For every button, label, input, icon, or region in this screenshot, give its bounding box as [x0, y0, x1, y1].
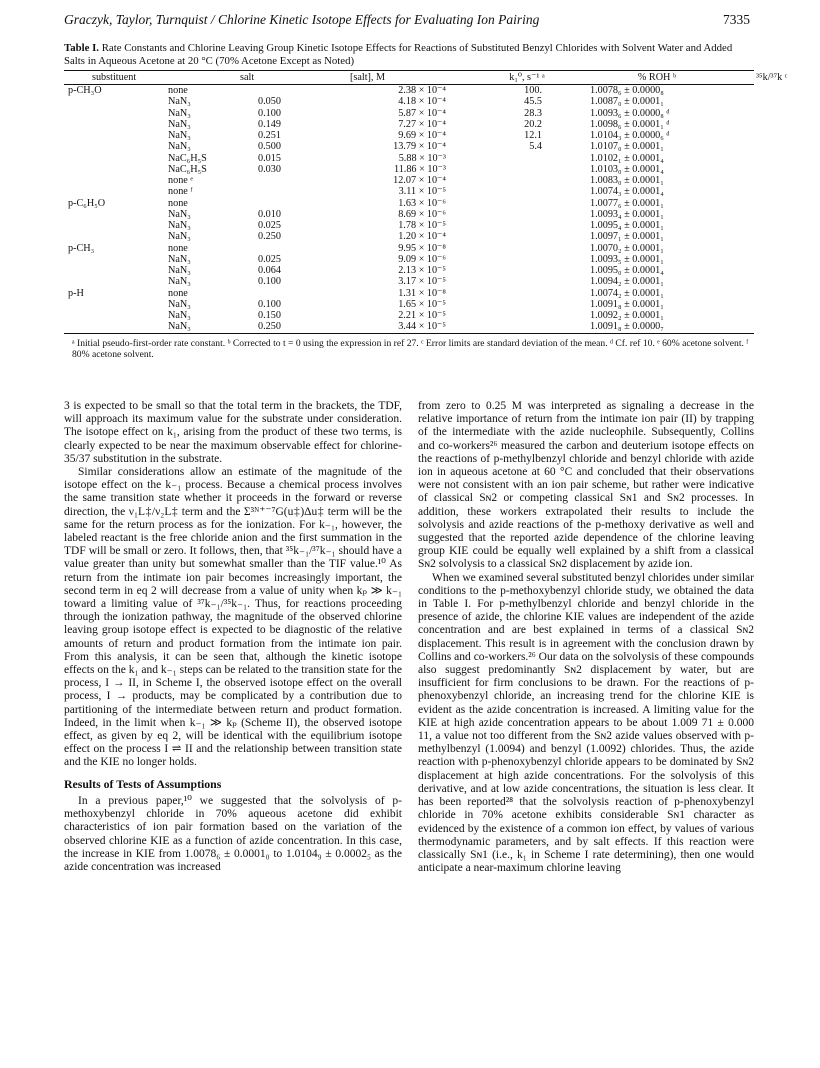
table-row: [64, 231, 754, 242]
table-cell: [448, 265, 556, 276]
table-cell: NaN₃: [168, 265, 191, 276]
table-cell: 2.21 × 10⁻⁵: [398, 310, 446, 321]
table-cell: NaN₃: [168, 208, 191, 220]
table-cell: [64, 108, 156, 119]
table-cell: 0.251: [258, 130, 281, 141]
table-cell: [64, 186, 156, 197]
table-row: [64, 265, 754, 276]
table-cell: [64, 96, 156, 107]
header-cell: k₁⁰, s⁻¹ ᵃ: [509, 72, 545, 83]
table-cell: 0.500: [258, 141, 281, 153]
table-cell: 13.79 × 10⁻⁴: [393, 141, 446, 153]
table-cell: [448, 254, 556, 265]
table-row: [64, 164, 754, 175]
table-cell: 1.31 × 10⁻⁸: [398, 287, 446, 299]
table-row: [64, 209, 754, 220]
table-cell: NaN₃: [168, 220, 191, 231]
table-cell: [64, 119, 156, 130]
left-text-column: [64, 400, 402, 874]
table-row: [64, 299, 754, 310]
table-cell: 1.0083₀ ± 0.0001₁: [590, 175, 664, 186]
data-table: [64, 70, 788, 361]
table-row: [64, 220, 754, 231]
page-number: 7335: [723, 12, 750, 27]
table-cell: [448, 288, 556, 299]
table-cell: 1.0092₂ ± 0.0001₁: [590, 310, 664, 321]
table-cell: 0.064: [258, 265, 281, 276]
table-row: [64, 276, 754, 287]
table-row: [64, 186, 754, 197]
table-cell: 1.0094₂ ± 0.0001₁: [590, 276, 664, 288]
table-cell: 12.07 × 10⁻⁴: [393, 175, 446, 186]
table-cell: NaN₃: [168, 130, 191, 141]
table-cell: NaN₃: [168, 118, 191, 130]
table-cell: [64, 209, 156, 220]
table-cell: p-CH₃: [68, 242, 95, 254]
table-cell: p-CH₃O: [68, 85, 102, 96]
table-cell: 1.0095₀ ± 0.0001₄: [590, 265, 664, 276]
table-cell: 0.250: [258, 321, 281, 333]
table-cell: 100.: [524, 85, 542, 96]
table-cell: [64, 254, 156, 265]
table-cell: 0.149: [258, 118, 281, 130]
table-cell: 12.1: [524, 130, 542, 141]
header-cell: salt: [240, 72, 255, 83]
table-cell: [448, 175, 556, 186]
table-cell: 1.0102₁ ± 0.0001₄: [590, 152, 664, 164]
table-cell: none ᵉ: [168, 175, 193, 186]
table-cell: NaN₃: [168, 276, 191, 288]
table-cell: 0.010: [258, 208, 281, 220]
table-cell: [448, 231, 556, 242]
table-cell: [258, 243, 344, 254]
table-cell: [64, 220, 156, 231]
table-cell: 1.63 × 10⁻⁶: [398, 197, 446, 209]
table-cell: 1.0093₄ ± 0.0001₁: [590, 208, 664, 220]
table-cell: NaN₃: [168, 141, 191, 153]
table-cell: 0.100: [258, 107, 281, 119]
table-cell: 1.0074₃ ± 0.0001₄: [590, 186, 664, 198]
table-cell: [64, 175, 156, 186]
table-cell: [258, 288, 344, 299]
table-cell: p-H: [68, 287, 84, 299]
table-cell: NaN₃: [168, 298, 191, 310]
paragraph: When we examined several substituted benzyl chlorides under similar conditions to the p-methoxybenzyl chloride study, we obtained the data in Table I. For p-methylbenzyl chloride and benzyl chloride in the presence of azide, the chlorine KIE values are independent of the azide concentration and are best explained in terms of a classical Sɴ2 displacement. This result is in agreement with the conclusion drawn by Collins and co-workers.²⁶ Our data on the solvolysis of these compounds also suggest predominantly Sɴ2 displacement by water, but are insufficient for firm conclusions to be drawn. For the reactions of p-phenoxybenzyl chloride, an increasing trend for the chlorine KIE is evident as the azide concentration is increased. A limiting value for the KIE at high azide concentration appears to be about 1.009 71 ± 0.000 11, a value not too different from the Sɴ2 azide values observed with p-methylbenzyl (1.0094) and benzyl (1.0092) chlorides. Thus, the azide reaction with p-phenoxybenzyl chloride appears to be dominated by Sɴ2 displacement at high azide concentrations. For the solvolysis of this derivative, and at low azide concentrations, the situation is less clear. It has been reported²⁸ that the solvolysis reaction of p-phenoxybenzyl chloride in 70% acetone exhibits considerable Sɴ1 character as evidenced by the existence of a common ion effect, by values of various thermodynamic parameters, and by salt effects. If this reaction were classically Sɴ1 (i.e., k₁ in Scheme I rate determining), then one would anticipate a near-maximum chlorine leaving: [418, 571, 754, 875]
table-cell: [64, 321, 156, 332]
table-row: [64, 130, 754, 141]
table-row: [64, 198, 754, 209]
table-header-row: [64, 71, 754, 84]
table-cell: NaC₆H₅S: [168, 163, 207, 175]
table-footnotes: ᵃ Initial pseudo-first-order rate constant. ᵇ Corrected to t = 0 using the expression in ref 27. ᶜ Error limits are standard deviation of the mean. ᵈ Cf. ref 10. ᵉ 60% acetone solvent. ᶠ 80% acetone solvent.: [72, 337, 749, 360]
table-cell: 0.025: [258, 253, 281, 265]
header-cell: % ROH ᵇ: [637, 72, 677, 83]
paragraph: 3 is expected to be small so that the total term in the brackets, the TDF, will approach its maximum value for the substrate under consideration. The isotope effect on k₁, arising from the product of these two terms, is clearly expected to be near the maximum observable effect for chlorine-35/37 substitution in the substrate.: [64, 400, 402, 465]
table-cell: NaC₆H₅S: [168, 152, 207, 164]
table-cell: [448, 186, 556, 197]
section-heading: Results of Tests of Assumptions: [64, 776, 222, 791]
running-header: [64, 12, 750, 30]
table-cell: 1.0103₀ ± 0.0001₄: [590, 163, 664, 175]
table-cell: NaN₃: [168, 253, 191, 265]
table-row: [64, 254, 754, 265]
table-cell: 3.44 × 10⁻⁵: [398, 321, 446, 333]
table-cell: 3.17 × 10⁻⁵: [398, 276, 446, 288]
table-cell: 4.18 × 10⁻⁴: [398, 96, 446, 108]
table-cell: 1.0095₄ ± 0.0001₁: [590, 220, 664, 231]
table-row: [64, 108, 754, 119]
table-caption-label: Table I.: [64, 42, 100, 54]
table-cell: 1.0074₂ ± 0.0001₁: [590, 287, 664, 299]
right-text-column: [418, 400, 754, 875]
table-cell: [258, 186, 344, 197]
table-cell: [64, 276, 156, 287]
table-cell: [448, 276, 556, 287]
header-cell: ³⁵k/³⁷k ᶜ: [756, 72, 788, 83]
table-cell: [448, 243, 556, 254]
paragraph: Similar considerations allow an estimate of the magnitude of the isotope effect on the k₋₁ process. Because a chemical process involves the same transition state whether it proceeds in the forward or reverse direction, the ν₁L‡/ν₂L‡ term and the Σ³ᴺ⁺⁻⁷G(u‡)Δu‡ term will be the same for the return process as for the ionization. For k₋₁, however, the labeled reactant is the free chloride anion and the first summation in the TDF will be small or zero. It follows, then, that ³⁵k₋₁/³⁷k₋₁ should have a value greater than unity but somewhat smaller than the TIF value.¹⁰ As return from the intimate ion pair becomes increasingly important, the second term in eq 2 will decrease from a value of unity when kₚ ≫ k₋₁ toward a limiting value of ³⁷k₋₁/³⁵k₋₁. Thus, for reactions proceeding through the ionization pathway, the magnitude of the observed chlorine leaving group isotope effect is expected to be diagnostic of the relative amounts of return and product formation from the intimate ion pair. From this analysis, it can be seen that, although the kinetic isotope effects on the k₁ and k₋₁ steps can be related to the transition state for the process, I → II, in Scheme I, the observed isotope effect on the overall process, I → products, may be complicated by a contribution due to partitioning of the intermediate between return and product formation. Indeed, in the limit when k₋₁ ≫ kₚ (Scheme II), the observed isotope effect, as given by eq 2, will be identical with the equilibrium isotope effect on the process I ⇌ II and the relationship between transition state and the KIE no longer holds.: [64, 466, 402, 769]
table-cell: 1.0091₈ ± 0.0000₇: [590, 321, 664, 333]
table-cell: 45.5: [524, 96, 542, 108]
table-row: [64, 85, 754, 96]
table-cell: [258, 198, 344, 209]
table-cell: 20.2: [524, 118, 542, 130]
table-cell: 1.0093₅ ± 0.0001₁: [590, 253, 664, 265]
table-cell: 1.20 × 10⁻⁴: [398, 231, 446, 243]
table-cell: [448, 198, 556, 209]
table-row: [64, 153, 754, 164]
running-title: Graczyk, Taylor, Turnquist / Chlorine Kinetic Isotope Effects for Evaluating Ion Pairing: [64, 12, 540, 27]
table-cell: [64, 153, 156, 164]
table-cell: NaN₃: [168, 321, 191, 333]
table-row: [64, 141, 754, 152]
table-cell: 5.87 × 10⁻⁴: [398, 107, 446, 119]
table-caption-text: Rate Constants and Chlorine Leaving Group Kinetic Isotope Effects for Reactions of Substituted Benzyl Chlorides with Solvent Water and Added Salts in Aqueous Acetone at 20 °C (70% Acetone Except as Noted): [64, 42, 733, 67]
table-cell: 1.0107₀ ± 0.0001₁: [590, 141, 664, 153]
table-cell: p-C₆H₅O: [68, 197, 106, 209]
table-cell: [64, 265, 156, 276]
table-cell: [448, 310, 556, 321]
table-cell: 0.030: [258, 163, 281, 175]
table-cell: none: [168, 242, 188, 254]
table-row: [64, 321, 754, 332]
table-row: [64, 243, 754, 254]
table-cell: 28.3: [524, 107, 542, 119]
table-row: [64, 288, 754, 299]
table-cell: 1.0078₆ ± 0.0000₈: [590, 85, 664, 96]
table-cell: 5.88 × 10⁻³: [398, 152, 446, 164]
table-cell: [64, 130, 156, 141]
table-cell: 9.69 × 10⁻⁴: [398, 130, 446, 141]
table-cell: [448, 153, 556, 164]
table-bottom-rule: [64, 333, 754, 334]
table-cell: [258, 85, 344, 96]
table-cell: 1.0093₆ ± 0.0000₈ ᵈ: [590, 107, 670, 119]
table-cell: 0.050: [258, 96, 281, 108]
table-row: [64, 175, 754, 186]
table-cell: none: [168, 197, 188, 209]
table-cell: [448, 220, 556, 231]
table-cell: 1.0097₁ ± 0.0001₁: [590, 231, 664, 243]
table-cell: 0.015: [258, 152, 281, 164]
table-cell: [258, 175, 344, 186]
table-cell: 3.11 × 10⁻⁵: [398, 186, 446, 198]
table-row: [64, 96, 754, 107]
header-cell: [salt], M: [350, 72, 386, 83]
table-cell: [64, 310, 156, 321]
table-cell: 9.95 × 10⁻⁸: [398, 242, 446, 254]
table-cell: [64, 164, 156, 175]
table-cell: 0.250: [258, 231, 281, 243]
table-cell: NaN₃: [168, 231, 191, 243]
table-cell: none: [168, 287, 188, 299]
table-cell: 1.0091₈ ± 0.0001₁: [590, 298, 664, 310]
table-cell: NaN₃: [168, 310, 191, 321]
table-cell: 2.38 × 10⁻⁴: [398, 85, 446, 96]
table-cell: 2.13 × 10⁻⁵: [398, 265, 446, 276]
table-cell: [448, 321, 556, 332]
table-cell: 7.27 × 10⁻⁴: [398, 118, 446, 130]
table-row: [64, 310, 754, 321]
table-cell: NaN₃: [168, 96, 191, 108]
table-cell: 1.78 × 10⁻⁵: [398, 220, 446, 231]
table-cell: [64, 141, 156, 152]
table-cell: 0.150: [258, 310, 281, 321]
table-cell: [448, 299, 556, 310]
table-cell: [448, 164, 556, 175]
table-cell: 9.09 × 10⁻⁶: [398, 253, 446, 265]
table-cell: 1.0098₆ ± 0.0001₁ ᵈ: [590, 118, 670, 130]
table-cell: 0.025: [258, 220, 281, 231]
table-cell: NaN₃: [168, 107, 191, 119]
table-cell: 5.4: [529, 141, 542, 153]
table-cell: 1.0070₂ ± 0.0001₁: [590, 242, 664, 254]
table-cell: 11.86 × 10⁻³: [393, 163, 446, 175]
table-cell: 1.65 × 10⁻⁵: [398, 298, 446, 310]
table-cell: 1.0087₀ ± 0.0001₁: [590, 96, 664, 108]
header-cell: substituent: [92, 72, 137, 83]
table-cell: 8.69 × 10⁻⁶: [398, 208, 446, 220]
table-cell: none: [168, 85, 188, 96]
table-cell: 1.0077₆ ± 0.0001₁: [590, 197, 664, 209]
table-cell: [448, 209, 556, 220]
paragraph: from zero to 0.25 M was interpreted as signaling a decrease in the relative importance of return from the intimate ion pair (II) by trapping of the intermediate with the azide nucleophile. Subsequently, Collins and co-workers²⁶ measured the carbon and deuterium isotope effects on the reactions of p-methylbenzyl chloride and benzyl chloride with azide ion in aqueous acetone at 60 °C and concluded that their observations were not consistent with an ion pair scheme, but rather were indicative of classical Sɴ2 or competing classical Sɴ1 and Sɴ2 processes. In addition, these workers extrapolated their results to include the solvolysis and azide reactions of the p-methoxy derivative as well and suggested that the reported azide dependence of the chlorine leaving group KIE could be equally well explained by a shift from a classical Sɴ2 solvolysis to a classical Sɴ2 displacement by azide ion.: [418, 400, 754, 571]
table-row: [64, 119, 754, 130]
paragraph: In a previous paper,¹⁰ we suggested that the solvolysis of p-methoxybenzyl chloride in 70% aqueous acetone did exhibit characteristics of ion pair formation based on the variation of the observed chlorine KIE as a function of azide concentration. In this case, the increase in KIE from 1.0078₆ ± 0.0001₀ to 1.0104₉ ± 0.0002₅ as the azide concentration was increased: [64, 794, 402, 873]
table-cell: 1.0104₃ ± 0.0000₆ ᵈ: [590, 130, 670, 141]
table-caption: [64, 42, 754, 67]
table-cell: 0.100: [258, 276, 281, 288]
table-cell: 0.100: [258, 298, 281, 310]
table-cell: [64, 299, 156, 310]
table-cell: [64, 231, 156, 242]
table-cell: none ᶠ: [168, 186, 193, 198]
